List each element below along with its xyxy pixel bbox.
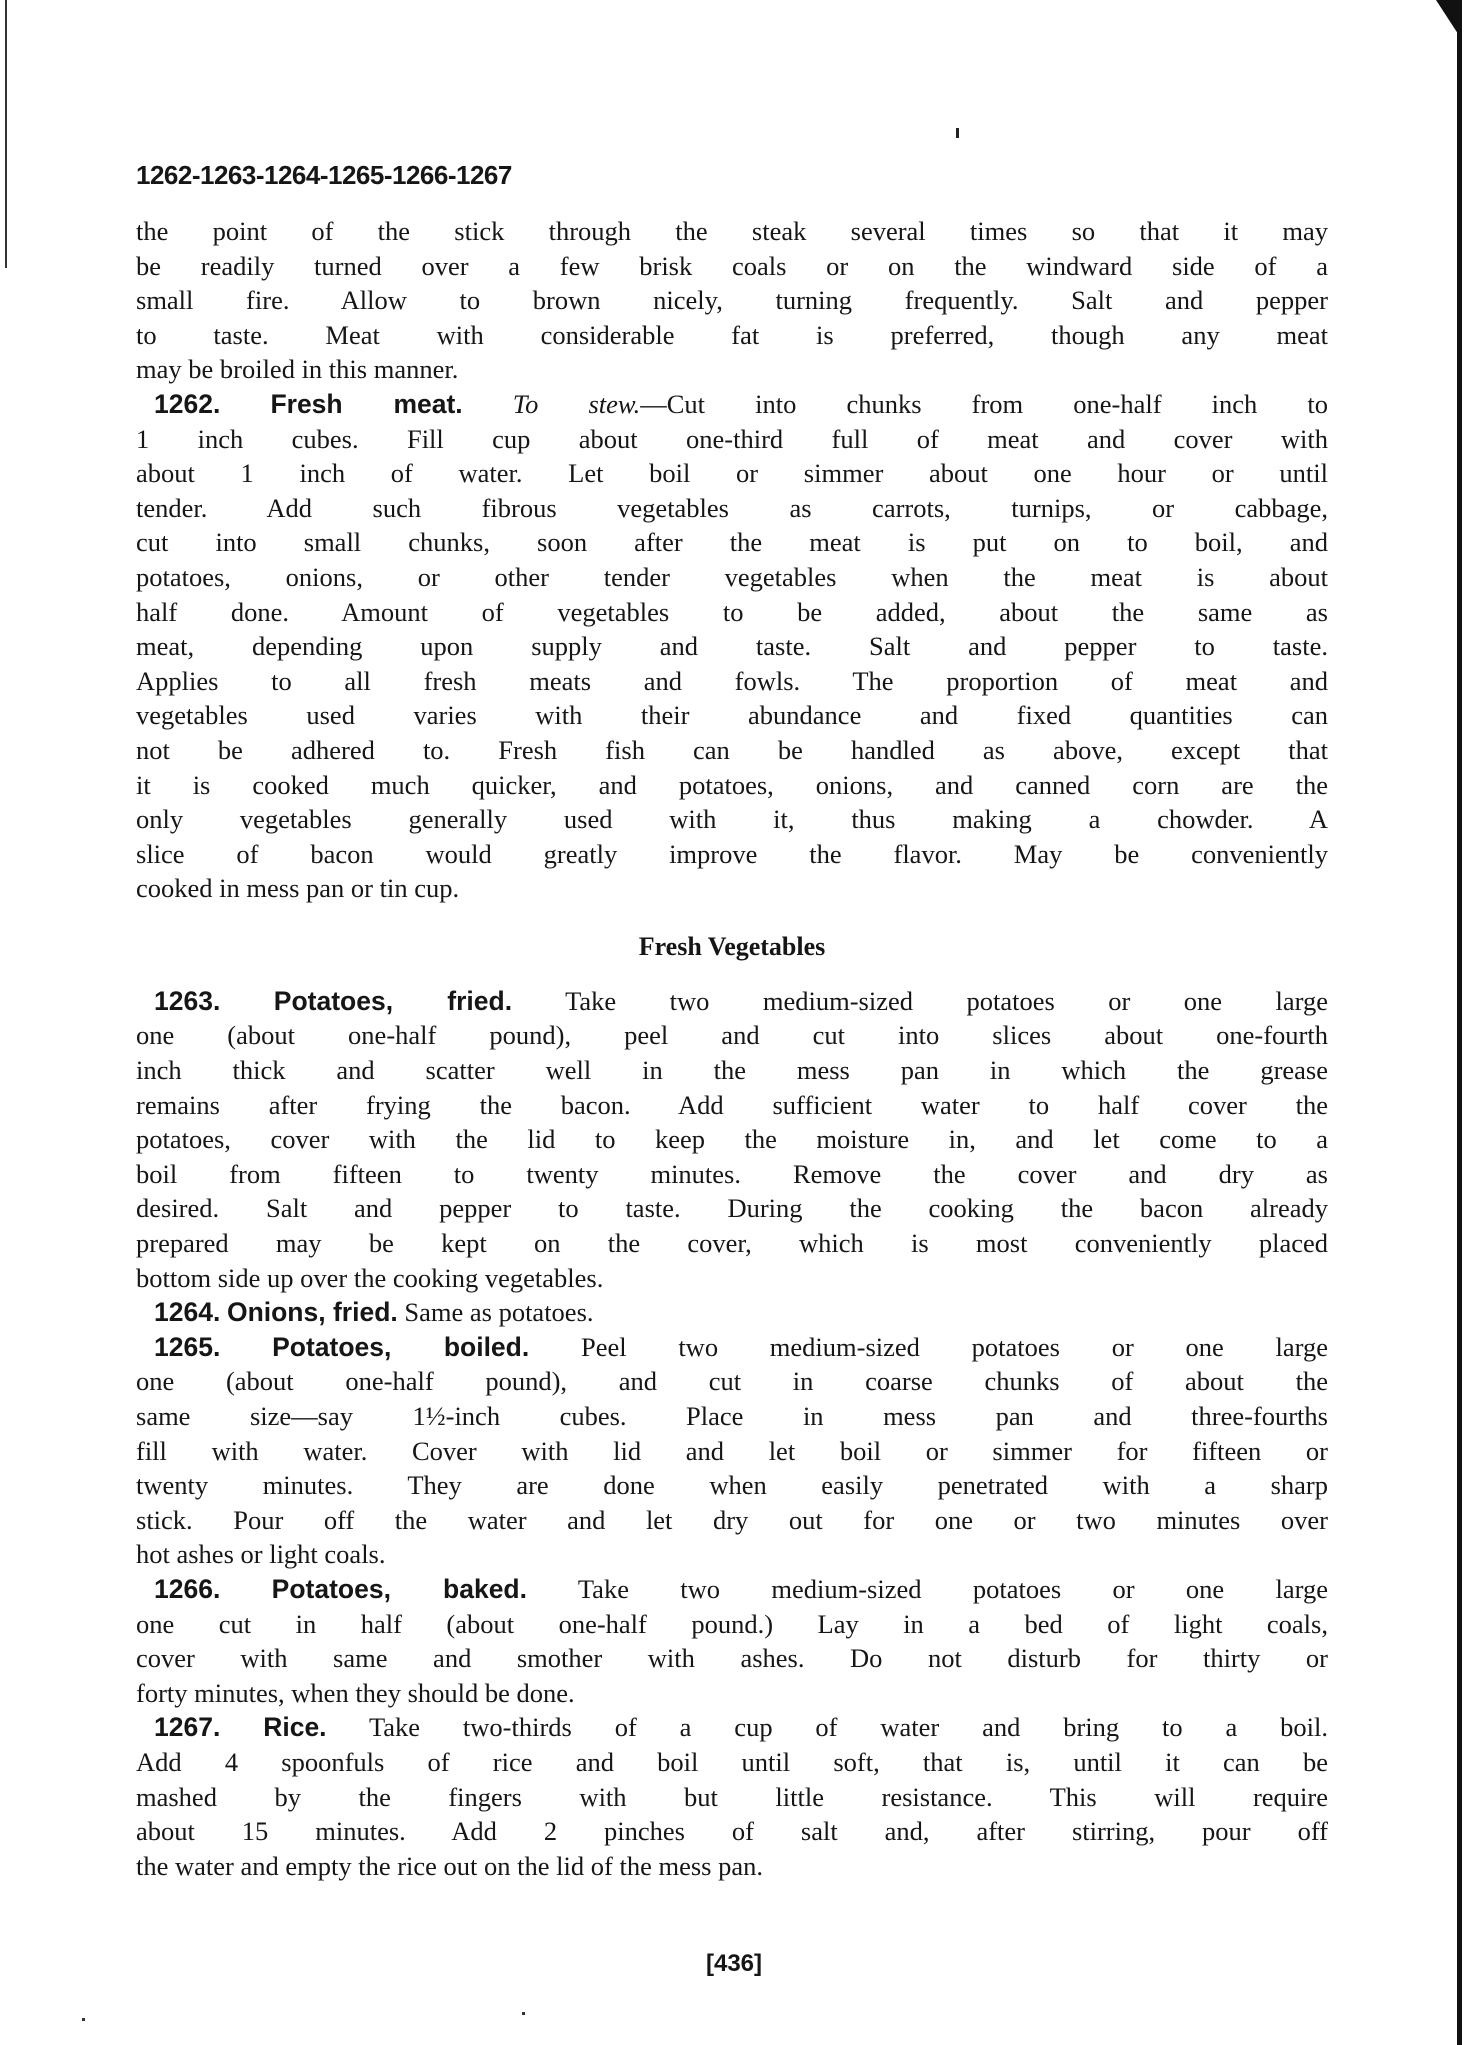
text-line: inch thick and scatter well in the mess pan in which the grease	[136, 1055, 1328, 1086]
text-line: tender. Add such fibrous vegetables as carrots, turnips, or cabbage,	[136, 492, 1328, 523]
text-line: remains after frying the bacon. Add sufficient water to half cover the	[136, 1089, 1328, 1120]
recipe-text: Take two medium-sized potatoes or one large	[526, 1573, 1329, 1604]
text-line: may be broiled in this manner.	[136, 354, 459, 385]
recipe-first-line	[136, 387, 1328, 422]
recipe-number: 1263.	[154, 985, 221, 1016]
text-line: one cut in half (about one-half pound.) Lay in a bed of light coals,	[136, 1608, 1328, 1639]
text-line: stick. Pour off the water and let dry out for one or two minutes over	[136, 1504, 1328, 1535]
recipe-text: Peel two medium-sized potatoes or one large	[529, 1331, 1329, 1362]
recipe-title: Onions, fried.	[226, 1297, 398, 1328]
recipe-title: Potatoes, fried.	[273, 985, 513, 1016]
text-line: potatoes, onions, or other tender vegetables when the meat is about	[136, 561, 1328, 592]
running-header: 1262-1263-1264-1265-1266-1267	[136, 160, 512, 190]
scan-edge-line-left	[5, 0, 7, 268]
recipe-first-line	[136, 1330, 1328, 1365]
recipe-title: Potatoes, baked.	[271, 1573, 527, 1604]
scan-edge-corner	[1436, 0, 1462, 40]
page-number: [436]	[705, 1950, 763, 1977]
text-line: about 1 inch of water. Let boil or simmer about one hour or until	[136, 458, 1328, 489]
recipe-text: Same as potatoes.	[397, 1297, 594, 1328]
recipe-first-line	[136, 984, 1328, 1019]
text-line: 1 inch cubes. Fill cup about one-third full of meat and cover with	[136, 423, 1328, 454]
text-line: slice of bacon would greatly improve the flavor. May be conveniently	[136, 838, 1328, 869]
text-line: Applies to all fresh meats and fowls. The proportion of meat and	[136, 665, 1328, 696]
page-body	[136, 214, 1328, 1883]
text-line: boil from fifteen to twenty minutes. Remove the cover and dry as	[136, 1158, 1328, 1189]
recipe-number: 1264.	[154, 1297, 221, 1328]
text-line: to taste. Meat with considerable fat is preferred, though any meat	[136, 319, 1328, 350]
text-line: cooked in mess pan or tin cup.	[136, 873, 460, 904]
recipe-title: Fresh meat.	[270, 388, 463, 419]
section-heading: Fresh Vegetables	[638, 931, 826, 961]
text-line: prepared may be kept on the cover, which is most conveniently placed	[136, 1228, 1328, 1259]
recipe-number: 1265.	[154, 1331, 221, 1362]
text-line: hot ashes or light coals.	[136, 1539, 386, 1570]
text-line: fill with water. Cover with lid and let boil or simmer for fifteen or	[136, 1435, 1328, 1466]
scan-speck	[522, 2012, 525, 2015]
recipe-text: —Cut into chunks from one-half inch to	[640, 388, 1329, 419]
recipe-first-line	[136, 1295, 1328, 1330]
recipe-title: Potatoes, boiled.	[272, 1331, 530, 1362]
text-line: forty minutes, when they should be done.	[136, 1677, 575, 1708]
scan-edge-bar-right	[1457, 0, 1462, 2045]
text-line: bottom side up over the cooking vegetables.	[136, 1262, 604, 1293]
text-line: the point of the stick through the steak several times so that it may	[136, 216, 1328, 246]
text-line: half done. Amount of vegetables to be added, about the same as	[136, 596, 1328, 627]
scan-speck	[82, 2018, 85, 2021]
recipe-method: To stew.	[512, 388, 641, 419]
recipe-number: 1262.	[154, 388, 221, 419]
text-line: cut into small chunks, soon after the meat is put on to boil, and	[136, 527, 1328, 558]
text-line: it is cooked much quicker, and potatoes, onions, and canned corn are the	[136, 769, 1328, 800]
recipe-text: Take two-thirds of a cup of water and bring to a boil.	[326, 1712, 1329, 1743]
text-line: meat, depending upon supply and taste. Salt and pepper to taste.	[136, 631, 1328, 662]
text-line: mashed by the fingers with but little resistance. This will require	[136, 1781, 1328, 1812]
recipe-title: Rice.	[263, 1712, 327, 1743]
scan-speck	[956, 128, 959, 138]
text-line: cover with same and smother with ashes. Do not disturb for thirty or	[136, 1643, 1328, 1674]
recipe-number: 1267.	[154, 1712, 221, 1743]
text-line: small fire. Allow to brown nicely, turning frequently. Salt and pepper	[136, 285, 1328, 316]
text-line: only vegetables generally used with it, thus making a chowder. A	[136, 804, 1328, 835]
text-line: potatoes, cover with the lid to keep the moisture in, and let come to a	[136, 1124, 1328, 1155]
text-line: twenty minutes. They are done when easily penetrated with a sharp	[136, 1470, 1328, 1501]
text-line: desired. Salt and pepper to taste. During the cooking the bacon already	[136, 1193, 1328, 1224]
text-line: be readily turned over a few brisk coals or on the windward side of a	[136, 250, 1328, 281]
text-line: one (about one-half pound), and cut in coarse chunks of about the	[136, 1366, 1328, 1397]
text-line: one (about one-half pound), peel and cut into slices about one-fourth	[136, 1020, 1328, 1051]
text-line: vegetables used varies with their abundance and fixed quantities can	[136, 700, 1328, 731]
recipe-text: Take two medium-sized potatoes or one large	[512, 985, 1328, 1016]
text-line: not be adhered to. Fresh fish can be handled as above, except that	[136, 734, 1328, 765]
recipe-first-line	[136, 1710, 1328, 1745]
recipe-first-line	[136, 1572, 1328, 1607]
recipe-number: 1266.	[154, 1573, 221, 1604]
text-line: same size—say 1½-inch cubes. Place in mess pan and three-fourths	[136, 1401, 1328, 1431]
text-line: Add 4 spoonfuls of rice and boil until soft, that is, until it can be	[136, 1746, 1328, 1777]
text-line: about 15 minutes. Add 2 pinches of salt and, after stirring, pour off	[136, 1816, 1328, 1847]
text-line: the water and empty the rice out on the lid of the mess pan.	[136, 1850, 763, 1881]
